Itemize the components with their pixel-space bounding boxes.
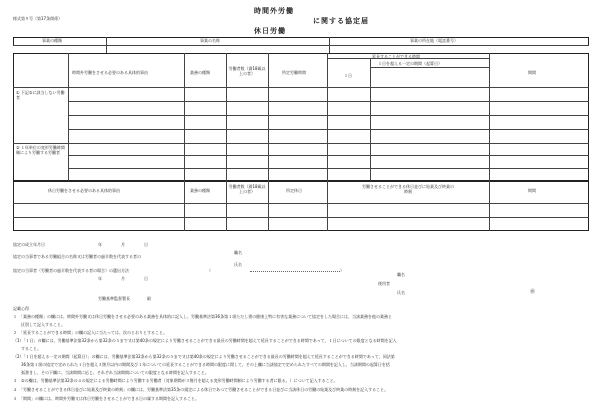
col-holiday-reason: 休日労働をさせる必要のある具体的事由 [48,188,120,193]
note-line: 弧書きし、その下欄に、当該期間に応じ、それぞれ当該期間についての限度となる時間を記入すること。 [13,370,209,375]
col-legal-hours: 所定労働時間 [282,70,306,75]
note-line: 36条第１項の協定で定められた１日を超え３箇月以内の期間及び１年についての延長することができる時間の限度に関して、その上欄に当該協定で定められたすべての期間を記入し、当該期間の起算日を括 [13,362,390,367]
col-one-day: １日 [344,73,352,78]
col-extendable-hours: 延長することができる時間 [372,54,420,59]
note-line: ４ 「労働させることができる休日並びに始業及び終業の時刻」の欄には、労働基準法第35条の規定による休日であつて労働させることができる日並びに当該休日の労働の始業及び終業の時刻を記入すること。 [13,387,389,392]
note-line: １ 「業務の種類」の欄には、時間外労働又は休日労働をさせる必要のある業務を具体的に記入し、労働基準法第36条第１項ただし書の健康上特に有害な業務について協定をした場合には、当該業務を他の業務と [13,314,393,319]
note-line: 区別して記入すること。 [13,322,65,327]
date-year-label: 年 [98,242,102,247]
label-employer-position: 職名 [397,272,405,277]
note-line: ３ ②の欄は、労働基準法第32条の４の規定による労働時間により労働する労働者（対象期間が３箇月を超える変形労働時間制により労働する者に限る。）について記入すること。 [13,378,338,383]
label-office-suffix: 殿 [147,296,151,301]
col-over-one-day: １日を超える一定の期間（起算日） [378,61,442,66]
col-work-type: 業務の種類 [190,70,210,75]
col-overtime-reason: 時間外労働をさせる必要のある具体的事由 [72,70,148,75]
col-holiday-period: 期間 [528,188,536,193]
label-business-type: 事業の種類 [42,38,62,43]
submit-year-label: 年 [98,276,102,281]
note-line: すること。 [13,346,41,351]
note-line: （2）「１日を超える一定の期間（起算日）」の欄には、労働基準法第32条から第32条の５まで又は第40条の規定により労働させることができる最長の労働時間を超えて延長することができる時間であって、同法第 [13,354,395,359]
note-line: ５ 「期間」の欄には、時間外労働又は休日労働をさせることができる日の属する期間を記入すること。 [13,396,199,401]
col-holiday-worker-count: 労働者数（満18歳以上の者） [228,184,266,194]
row-label-variable-hours-workers: ② １年単位の変形労働時間制により労働する労働者 [16,145,65,155]
label-business-location: 事業の所在地（電話番号） [410,38,458,43]
row-label-general-workers: ① 下記②に該当しない労働者 [16,90,65,100]
col-workable-holidays: 労働させることができる休日並びに始業及び終業の時刻 [362,184,454,194]
submit-month-label: 月 [121,276,125,281]
note-line: ２ 「延長することができる時間」の欄の記入に当たっては、次のとおりとすること。 [13,330,167,335]
label-agreement-date: 協定の成立年月日 [13,242,45,247]
label-union-name: 氏名 [234,262,242,267]
date-day-label: 日 [144,242,148,247]
selection-paren-open: （ [207,268,211,273]
submit-day-label: 日 [144,276,148,281]
col-holiday-work-type: 業務の種類 [190,188,210,193]
form-number: 様式第９号（第17条関係） [13,16,63,21]
label-employer: 使用者 [378,281,390,286]
business-info-row [13,37,589,45]
label-business-name: 事業の名称 [200,38,220,43]
label-selection-method: 協定の当事者（労働者の過半数を代表する者の場合）の選出方法 [13,268,129,273]
title-overtime: 時間外労働 [254,7,294,15]
col-legal-holiday: 所定休日 [286,188,302,193]
label-employer-name: 氏名 [397,290,405,295]
title-suffix: に関する協定届 [313,17,369,25]
notes-heading: 記載心得 [13,306,29,311]
note-line: （1）「１日」の欄には、労働基準法第32条から第32条の５まで又は第40条の規定により労働させることができる最長の労働時間を超えて延長することができる時間であって、１日についての限度となる時間を記入 [13,338,397,343]
date-month-label: 月 [121,242,125,247]
label-labor-office: 労働基準監督署長 [98,296,130,301]
label-union-position: 職名 [234,250,242,255]
col-period: 期間 [528,70,536,75]
title-holiday: 休日労働 [254,27,286,35]
label-union-representative: 協定の当事者である労働組合の名称又は労働者の過半数を代表する者の [13,254,141,259]
col-worker-count: 労働者数（満18歳以上の者） [228,66,266,76]
seal-mark: ㊞ [530,289,536,295]
selection-paren-close: ） [340,268,344,273]
